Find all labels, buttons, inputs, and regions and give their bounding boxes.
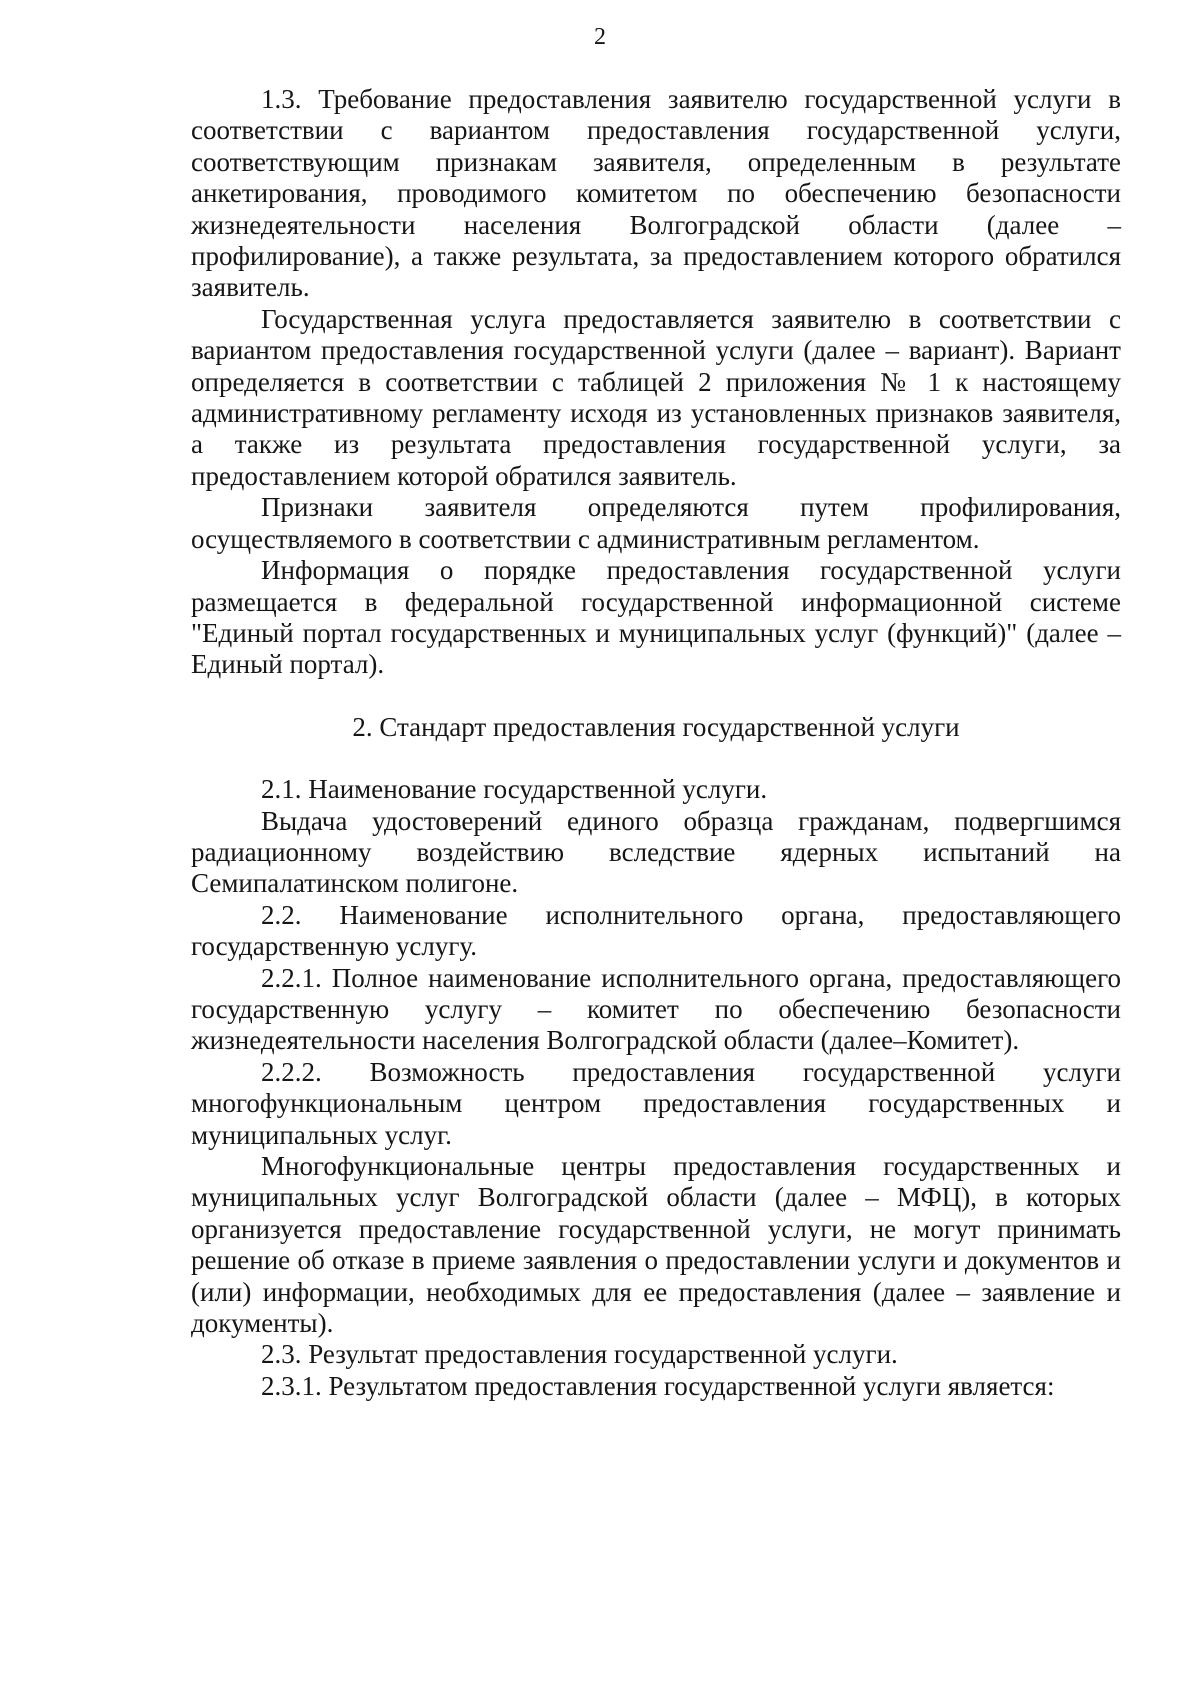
paragraph-1-3: 1.3. Требование предоставления заявителю государственной услуги в соответствии с вариантом предоставления государственной услуги, соответствующим признакам заявителя, определенным в результате анкетирования, проводимого комитетом по обеспечению безопасности жизнедеятельности населения Волгоградской области (далее – профилирование), а также результата, за предоставлением которого обратился заявитель. [191, 84, 1121, 303]
paragraph-applicant-features: Признаки заявителя определяются путем профилирования, осуществляемого в соответствии с административным регламентом. [191, 492, 1121, 554]
paragraph-2-1: 2.1. Наименование государственной услуги. [261, 774, 768, 805]
paragraph-2-3: 2.3. Результат предоставления государственной услуги. [261, 1339, 898, 1370]
paragraph-2-2-1: 2.2.1. Полное наименование исполнительного органа, предоставляющего государственную услугу – комитет по обеспечению безопасности жизнедеятельности населения Волгоградской области (далее–Комитет). [191, 962, 1121, 1056]
spacer [191, 743, 1121, 774]
document-body [191, 84, 1121, 1402]
paragraph-2-3-1: 2.3.1. Результатом предоставления государственной услуги является: [261, 1370, 1055, 1401]
paragraph-mfc: Многофункциональные центры предоставления государственных и муниципальных услуг Волгоградской области (далее – МФЦ), в которых организуется предоставление государственной услуги, не могут принимать решение об отказе в приеме заявления о предоставлении услуги и документов и (или) информации, необходимых для ее предоставления (далее – заявление и документы). [191, 1151, 1121, 1339]
paragraph-information: Информация о порядке предоставления государственной услуги размещается в федеральной государственной информационной системе "Единый портал государственных и муниципальных услуг (функций)" (далее – Единый портал). [191, 555, 1121, 680]
section-heading: 2. Стандарт предоставления государственной услуги [352, 711, 960, 742]
paragraph-2-2-2: 2.2.2. Возможность предоставления государственной услуги многофункциональным центром предоставления государственных и муниципальных услуг. [191, 1056, 1121, 1150]
paragraph-2-2: 2.2. Наименование исполнительного органа, предоставляющего государственную услугу. [191, 899, 1121, 962]
spacer [191, 681, 1121, 712]
paragraph-service-name: Выдача удостоверений единого образца гражданам, подвергшимся радиационному воздействию вследствие ядерных испытаний на Семипалатинском полигоне. [191, 805, 1121, 899]
page-number: 2 [594, 24, 606, 50]
paragraph-variant: Государственная услуга предоставляется заявителю в соответствии с вариантом предоставления государственной услуги (далее – вариант). Вариант определяется в соответствии с таблицей 2 приложения № 1 к настоящему административному регламенту исходя из установленных признаков заявителя, а также из результата предоставления государственной услуги, за предоставлением которой обратился заявитель. [191, 303, 1121, 491]
